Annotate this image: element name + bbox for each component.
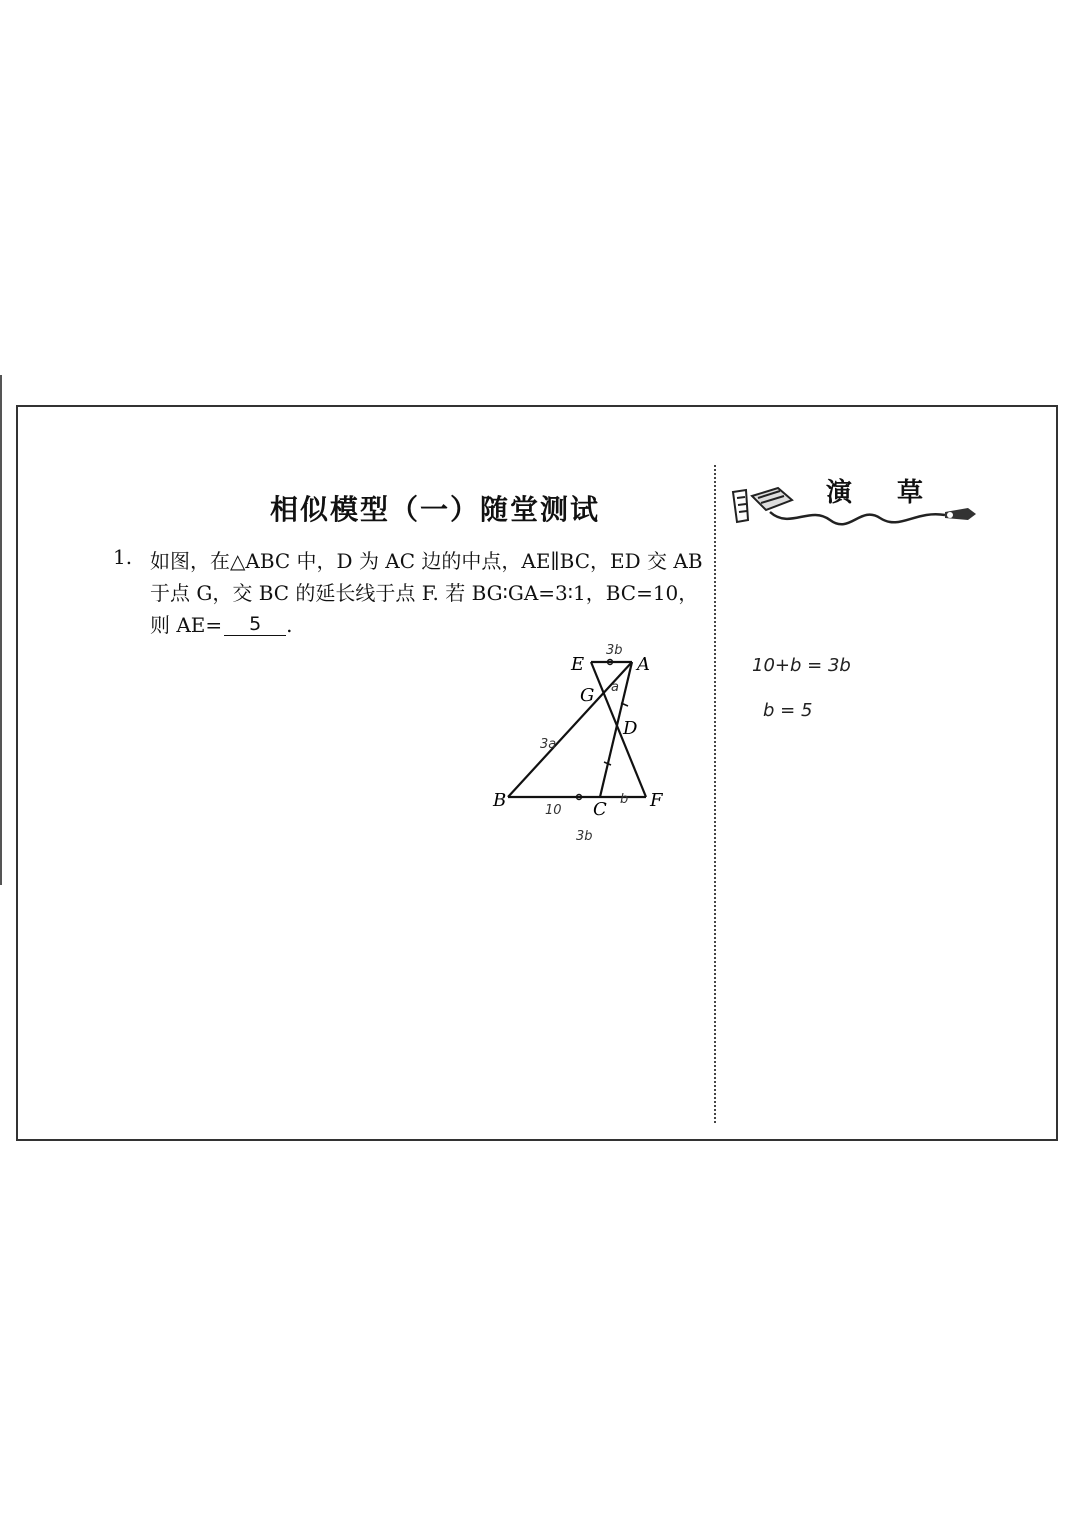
note-bc: 10 — [545, 803, 562, 818]
label-G: G — [580, 685, 595, 706]
scratch-title: 演 草 — [826, 478, 942, 508]
page-title: 相似模型（一）随堂测试 — [269, 493, 600, 526]
question-line-1: 如图，在△ABC 中，D 为 AC 边的中点，AE∥BC，ED 交 AB — [150, 549, 703, 573]
note-ga: a — [611, 680, 619, 695]
wavy-line-decoration — [770, 512, 945, 524]
label-E: E — [571, 654, 585, 675]
label-C: C — [593, 799, 607, 820]
label-B: B — [493, 790, 507, 811]
scratch-line-1: 10+b = 3b — [752, 655, 851, 676]
handwritten-answer: 5 — [249, 613, 262, 635]
note-cf: b — [620, 792, 629, 807]
note-bg: 3a — [540, 737, 557, 752]
note-bf: 3b — [576, 829, 593, 844]
note-ea: 3b — [606, 643, 623, 658]
scratch-line-2: b = 5 — [763, 700, 813, 721]
question-line-2: 于点 G，交 BC 的延长线于点 F. 若 BG∶GA=3∶1，BC=10， — [150, 581, 699, 605]
answer-suffix: . — [286, 613, 293, 637]
label-F: F — [650, 790, 663, 811]
paper-doodle-icon — [733, 488, 792, 522]
pencil-icon — [945, 508, 976, 520]
label-D: D — [623, 718, 638, 739]
tick-marks — [577, 660, 629, 800]
label-A: A — [637, 654, 650, 675]
answer-prefix: 则 AE= — [150, 613, 223, 637]
question-number: 1. — [113, 545, 133, 569]
